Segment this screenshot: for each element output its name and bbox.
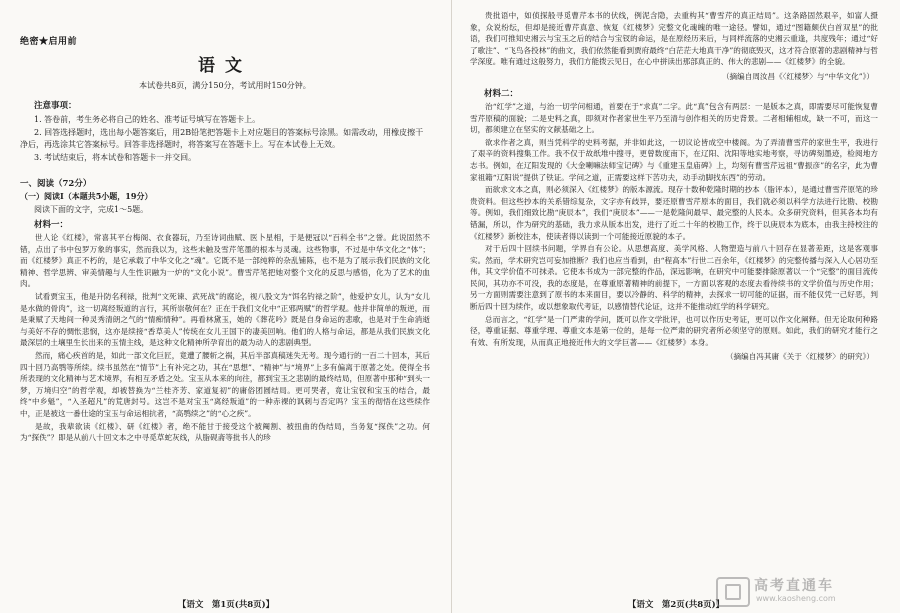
body-paragraph: 总而言之，“红学”是一门严肃的学问，既可以作文学批评，也可以作历史考证，更可以作文化阐释。但无论取何种路径，尊重证据、尊重学理、尊重文本是第一位的，是每一位严肃的研究者所必须坚守的原则。如此，我们的研究才能行之有效、有所发现，从而真正地接近伟大的文学巨著——《红楼梦》本身。 — [470, 314, 878, 347]
watermark-text: 高考直通车 — [754, 578, 834, 594]
body-paragraph: 是故，我辈欲读《红楼》、研《红楼》者，绝不能甘于接受这个被阉割、被扭曲的伪结局，当务复“探佚”之功。何为“探佚”？即是从前八十回文本之中寻觅草蛇灰线，从脂砚斋等批书人的珍 — [20, 421, 430, 443]
body-paragraph: 对于后四十回续书问题，学界自有公论。从思想高度、美学风格、人物塑造与前八十回存在显著差距，这是客观事实。然而，学术研究岂可妄加推断？我们也应当看到，由“程高本”行世二百余年，《红楼梦》的完整传播与深入人心居功至伟，其文学价值不可抹杀。它使本书成为一部完整的作品，深远影响，在研究中可能要排除原著以一个“完整”的面目流传民间，其功亦不可没，我的态度是，在尊重原著精神的前提下，一方面以客观的态度去看待续书的文学价值与历史作用；另一方面则需要注意到了原书的本来面目，要以冷静的、科学的精神，去探求一切可能的证据，而不能仅凭一己好恶，判断后四十回为续作，或以想象取代考证，以感情替代论证，这并不能推动红学的科学研究。 — [470, 244, 878, 312]
section-heading: 一、阅读（72分） — [20, 179, 92, 189]
logo-icon — [716, 577, 750, 607]
subsection-heading: （一）阅读Ⅰ（本题共5小题，19分） — [20, 191, 153, 201]
notice-item: 1. 答卷前，考生务必将自己的姓名、准考证号填写在答题卡上。 — [34, 115, 261, 124]
confidential-label: 绝密★启用前 — [20, 37, 78, 47]
source-citation: （摘编自周汝昌《〈红楼梦〉与“中华文化”》） — [721, 71, 874, 81]
body-paragraph: 贵批语中，如侦探般寻觅曹芹本书的伏线，例泥含隐，去重构其“曹雪芹的真正结局”。这条路固然艰辛，如富人摄象，众说纷纭，但却是接近曹芹真意、恢复《红楼梦》完整文化魂魄的唯一途径。譬如，通过“图籍颇伏白首双星”的批语，我们可推知史湘云与宝玉之后的结合与宝钗的命运，是在原经历来后，与同样流落的史湘云重逢，共度残年；通过“好了歌注”、“飞鸟各投林”的曲文，我们依然能看到贾府最终“白茫茫大地真干净”的彻底毁灭，这才符合原著的悲剧精神与哲学深度。唯有通过这般努力，我们方能拨云见日，在心中拼读出那部真正的、伟大的悲剧——《红楼梦》的全貌。 — [470, 11, 878, 67]
watermark-logo — [716, 575, 886, 609]
body-paragraph: 治“红学”之道，与治一切学问相通，首要在于“求真”二字。此“真”包含有两层：一是版本之真，即需要尽可能恢复曹雪芹原稿的面貌；二是史料之真，即须对作者家世生平乃至清与创作相关的历史背景。二者相辅相成，缺一不可，而这一切，都须建立在坚实的文献基础之上。 — [470, 101, 878, 135]
page-footer: 【语文 第2页(共8页)】 — [627, 600, 725, 610]
reading-instruction: 阅读下面的文字，完成1～5题。 — [34, 205, 149, 214]
body-paragraph: 然而，痛心疾首的是，如此一部文化巨匠，竟遭了腰斩之祸，其后半部真稿迷失无考。现今通行的一百二十回本，其后四十回乃高鹗等所续。续书虽然在“情节”上有补完之功，其在“思想”、“精神”与“境界”上多有偏离于原著之处。使得全书所表现的文化精神与艺术境界，有相互矛盾之处。宝玉从本来的向往，都到宝玉之悲剧的最终结局，但原著中那种“到头一梦，万境归空”的哲学观，却被替换为“兰桂齐芳、家道复初”的庸俗团圆结局。更可哭者，竟让宝钗和宝玉的结合，最终“中乡魁”，“入圣超凡”的荒唐封号。这岂不是对宝玉“离经叛道”的一种赤裸的讽刺与否定吗？宝玉的彻悟在这些续作中，正是被这一番仕途的宝玉与命运相抗者，“高鹗续之”的“心之疾”。 — [20, 350, 430, 418]
body-paragraph: 世人论《红楼》，常喜其平台梅阁、衣食器玩，乃至诗词曲赋、医卜星相，于是便冠以“百科全书”之誉。此说固然不错，点出了书中包罗万象的事实，然而我以为，这些未触及雪芹笔墨的根本与灵魂。这些物事，不过是中华文化之“体”；而《红楼梦》真正不朽的，是它承载了中华文化之“魂”。它既不是一部纯粹的杂乱铺陈，也不是为了展示我们民族的文化精神、哲学思辨、审美情趣与人生性识融为一炉的“文化小说”。曹雪芹笔把她对整个文化的反思与感悟，化为了艺术的血肉。 — [20, 233, 430, 289]
source-citation: （摘编自冯其庸《关于〈红楼梦〉的研究》） — [725, 352, 874, 362]
body-paragraph: 试看贾宝玉，他是升防名利禄，批判“文死谏、武死战”的腐论，视八股文为“饵名钓禄之阶”，他爱护女儿，认为“女儿是水做的骨肉”，这一切离经叛道的言行，其所崇敬何在？正在于我们文化中“正邪两赋”的哲学观。他并非简单的叛逆，而是秉赋了天地间一种灵秀清朗之气的“情痴情种”。再看林黛玉，她的《葬花吟》既是自身命运的悲歌，也是对于生命消逝与美好不存的惆怅悲悯，这亦是续接“香草美人”传统在女儿王国下的凄美回响。他们的人格与命运，都是从我们民族文化最深层的土壤里生长出来的玉情主线，是这种文化精神所孕育出的最为动人的悲剧典型。 — [20, 291, 430, 348]
watermark-url: www.kaosheng.com — [756, 594, 836, 603]
material-label: 材料二： — [484, 88, 519, 99]
material-label: 材料一： — [34, 220, 69, 230]
exam-title: 语文 — [198, 56, 252, 76]
page-footer: 【语文 第1页(共8页)】 — [177, 600, 275, 610]
body-paragraph: 欲求作者之真，则当凭科学的史料考据，并非如此这，一切议论皆成空中楼阁。为了弄清曹雪芹的家世生平，我进行了艰辛的资料搜集工作。我不仅于故纸堆中搜寻，更曾数度南下，在辽阳、沈阳等地实地考察，寻访碑刻墨迹，检阅地方志书。例如，在辽阳发现的《大金喇嘛法师宝记碑》与《重建玉皇庙碑》上，均刻有曹雪芹远祖“曹振彦”的名字，此为曹家祖籍“辽阳说”提供了铁证。学问之道，正需要这样下苦功夫，动手动脚找东西”的劳动。 — [470, 137, 878, 182]
notice-item: 2. 回答选择题时，选出每小题答案后，用2B铅笔把答题卡上对应题目的答案标号涂黑。如需改动，用橡皮擦干净后，再选涂其它答案标号。回答非选择题时，将答案写在答题卡上。写在本试卷上无效。 — [20, 127, 424, 149]
notice-item: 3. 考试结束后，将本试卷和答题卡一并交回。 — [34, 152, 197, 162]
exam-subtitle: 本试卷共8页，满分150分，考试用时150分钟。 — [139, 81, 311, 90]
notice-heading: 注意事项： — [34, 101, 77, 111]
page-2 — [452, 0, 900, 613]
body-paragraph: 而欲求文本之真，则必须深入《红楼梦》的版本源流。现存十数种乾隆时期的抄本（脂评本），是通过曹雪芹原笔的珍贵资料。但这些抄本的关系错综复杂，文字亦有歧异，要还原曹雪芹原本的面目，我们就必须以科学方法进行比勘、校勘等。例如，我们细致比勘“庚辰本”，我们“庚辰本”——一是乾隆间最早、最完整的人民本。众多研究资料，但其各本均有错漏，所以，作为研究的基础，我力求从版本出发，进行了近二十年的校勘工作，终于以庚辰本为底本，由我主持校注的《红楼梦》新校注本，使读者得以读到一个可能接近原貌的本子。 — [470, 185, 878, 241]
